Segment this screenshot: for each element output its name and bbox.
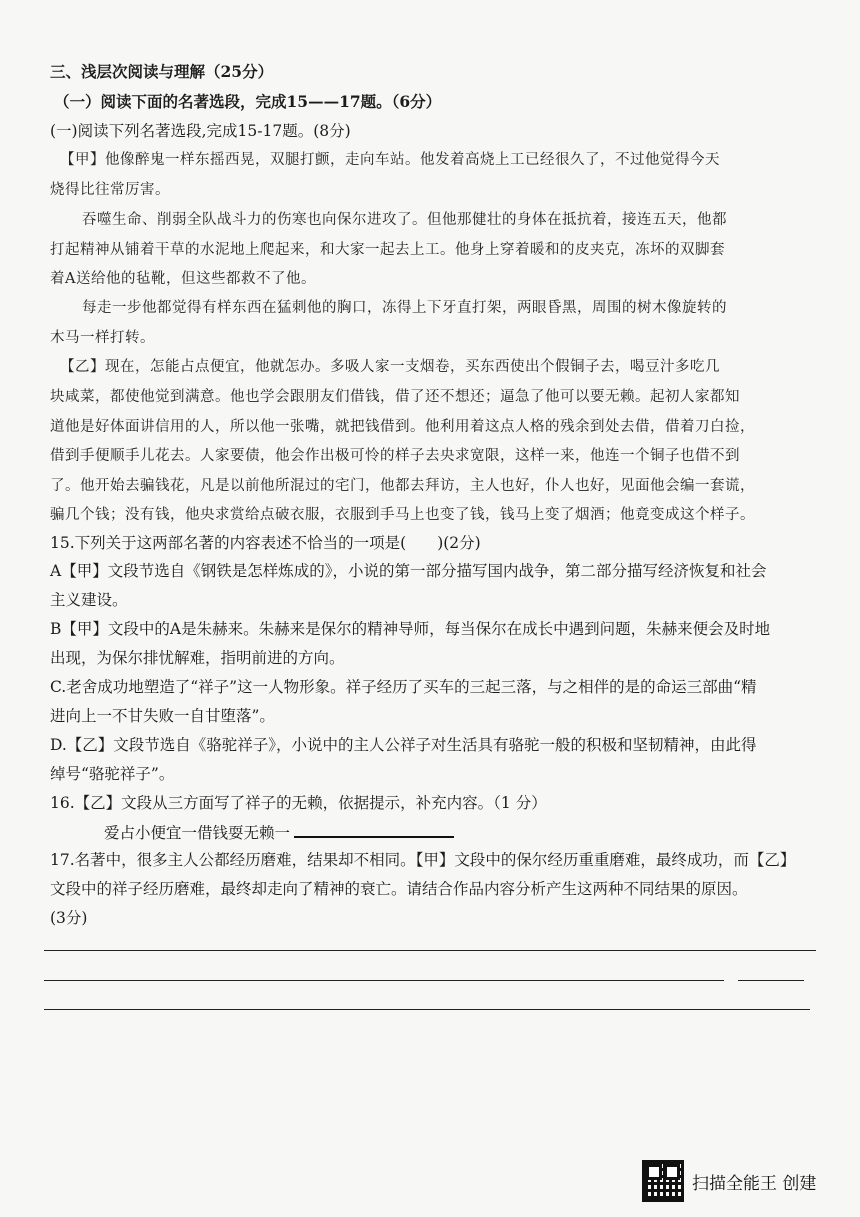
question-17-stem: 17.名著中，很多主人公都经历磨难，结果却不相同。【甲】文段中的保尔经历重重磨难，最终成功，而【乙】 <box>50 851 796 869</box>
question-16-hint-text: 爱占小便宜一借钱耍无赖一 <box>104 824 291 842</box>
passage-jia-line: 木马一样打转。 <box>50 330 155 346</box>
qr-code-icon <box>642 1160 684 1202</box>
passage-yi-line: 骗几个钱；没有钱，他央求赏给点破衣服，衣服到手马上也变了钱，钱马上变了烟酒；他竟变成这个样子。 <box>50 507 755 523</box>
question-15-option-c: C.老舍成功地塑造了“祥子”这一人物形象。祥子经历了买车的三起三落，与之相伴的是的命运三部曲“精 <box>50 678 757 696</box>
subsection-heading-2: (一)阅读下列名著选段,完成15-17题。(8分) <box>50 122 351 140</box>
passage-jia-line: 烧得比往常厉害。 <box>50 182 170 198</box>
watermark-text: 扫描全能王 创建 <box>692 1173 817 1194</box>
answer-line[interactable] <box>44 950 816 951</box>
question-15-option-c-cont: 进向上一不甘失败一自甘堕落”。 <box>50 707 275 725</box>
section-title: 三、浅层次阅读与理解（25分） <box>50 62 274 81</box>
question-16-stem: 16.【乙】文段从三方面写了祥子的无赖，依据提示，补充内容。（1 分） <box>50 794 547 812</box>
question-15-option-a-cont: 主义建设。 <box>50 591 128 609</box>
question-15-option-a: A【甲】文段节选自《钢铁是怎样炼成的》，小说的第一部分描写国内战争，第二部分描写经济恢复和社会 <box>50 562 767 580</box>
answer-line[interactable] <box>44 1009 810 1010</box>
answer-line-segment[interactable] <box>738 980 804 981</box>
answer-blank[interactable] <box>294 822 454 838</box>
passage-yi-line: 道他是好体面讲信用的人，所以他一张嘴，就把钱借到。他利用着这点人格的残余到处去借，借着刀白捡， <box>50 419 755 435</box>
question-15-stem: 15.下列关于这两部名著的内容表述不恰当的一项是( )(2分) <box>50 534 481 552</box>
question-17-score: (3分) <box>50 909 88 927</box>
passage-jia-line: 吞噬生命、削弱全队战斗力的伤寒也向保尔进攻了。但他那健壮的身体在抵抗着，接连五天，他都 <box>82 212 727 228</box>
passage-jia-line: 打起精神从铺着干草的水泥地上爬起来，和大家一起去上工。他身上穿着暖和的皮夹克，冻坏的双脚套 <box>50 242 725 258</box>
passage-yi-line: 【乙】现在，怎能占点便宜，他就怎办。多吸人家一支烟卷，买东西使出个假铜子去，喝豆汁多吃几 <box>60 359 720 375</box>
scanner-watermark <box>642 1160 816 1202</box>
passage-jia-line: 每走一步他都觉得有样东西在猛刺他的胸口，冻得上下牙直打架，两眼昏黑，周围的树木像旋转的 <box>82 300 727 316</box>
passage-yi-line: 借到手便顺手儿花去。人家要债，他会作出极可怜的样子去央求宽限，这样一来，他连一个铜子也借不到 <box>50 448 740 464</box>
passage-jia-line: 【甲】他像醉鬼一样东摇西晃，双腿打颤，走向车站。他发着高烧上工已经很久了，不过他觉得今天 <box>60 152 720 168</box>
passage-yi-line: 块咸菜，都使他觉到满意。他也学会跟朋友们借钱，借了还不想还；逼急了他可以要无赖。起初人家都知 <box>50 389 740 405</box>
question-17-stem-cont: 文段中的祥子经历磨难，最终却走向了精神的衰亡。请结合作品内容分析产生这两种不同结果的原因。 <box>50 880 748 898</box>
subsection-heading-1: （一）阅读下面的名著选段，完成15——17题。（6分） <box>54 92 442 111</box>
passage-yi-line: 了。他开始去骗钱花，凡是以前他所混过的宅门，他都去拜访，主人也好，仆人也好，见面他会编一套谎， <box>50 478 755 494</box>
question-15-option-b-cont: 出现，为保尔排忧解难，指明前进的方向。 <box>50 649 345 667</box>
question-15-option-d-cont: 绰号“骆驼祥子”。 <box>50 765 175 783</box>
question-15-option-d: D.【乙】文段节选自《骆驼祥子》，小说中的主人公祥子对生活具有骆驼一般的积极和坚韧精神，由此得 <box>50 736 757 754</box>
question-16-hint <box>104 822 454 843</box>
passage-jia-line: 着A送给他的毡靴，但这些都救不了他。 <box>50 271 316 287</box>
answer-line[interactable] <box>44 980 724 981</box>
question-15-option-b: B【甲】文段中的A是朱赫来。朱赫来是保尔的精神导师，每当保尔在成长中遇到问题，朱赫来便会及时地 <box>50 620 771 638</box>
